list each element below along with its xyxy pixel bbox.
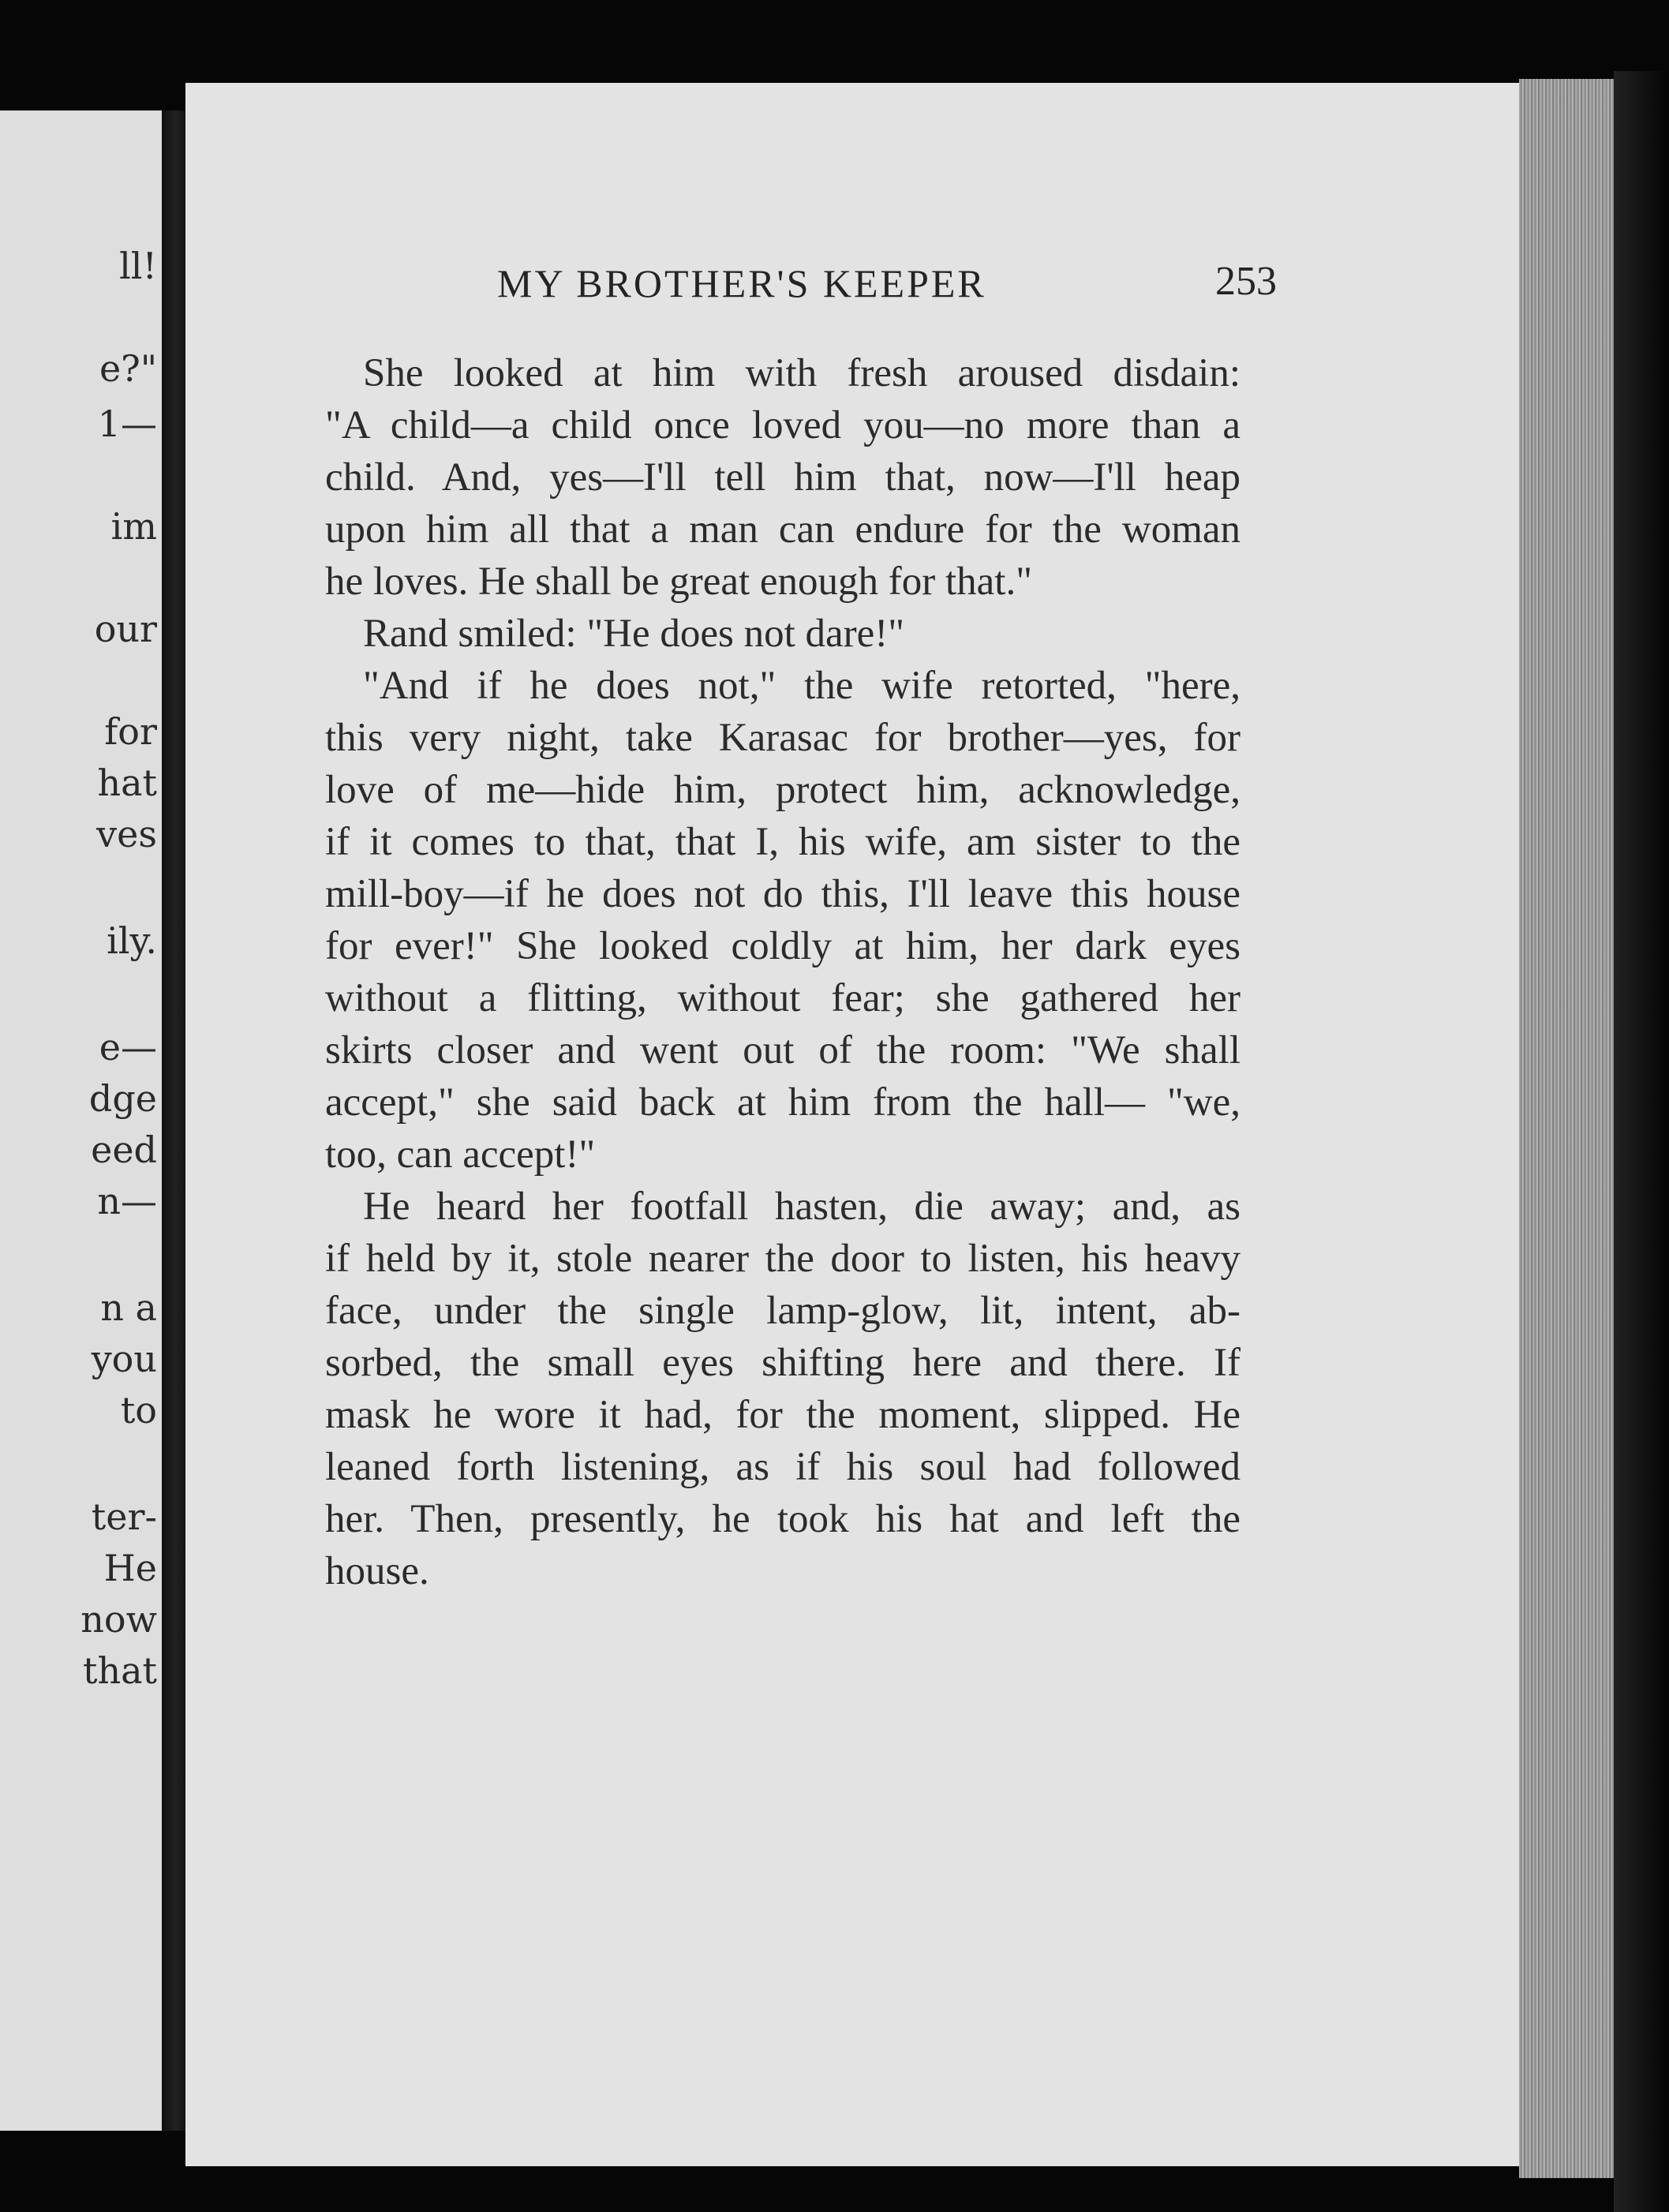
text-line: love of me—hide him, protect him, acknowledge, <box>325 768 1241 812</box>
left-page-fragment: e— <box>99 1026 157 1069</box>
left-page-fragment: ll! <box>119 245 157 287</box>
text-line: too, can accept!" <box>325 1132 596 1177</box>
page-edges <box>1519 79 1614 2178</box>
text-line: face, under the single lamp-glow, lit, intent, ab- <box>325 1289 1241 1333</box>
text-line: for ever!" She looked coldly at him, her dark eyes <box>325 924 1241 968</box>
text-line: mill-boy—if he does not do this, I'll leave this house <box>325 872 1241 916</box>
left-page-fragment: dge <box>88 1077 157 1120</box>
left-page-fragment: e?" <box>99 347 157 390</box>
text-line: "And if he does not," the wife retorted, "here, <box>363 664 1241 708</box>
text-line: without a flitting, without fear; she gathered her <box>325 976 1241 1020</box>
text-line: She looked at him with fresh aroused disdain: <box>363 351 1241 395</box>
left-page-fragment: eed <box>91 1128 157 1171</box>
left-page-fragment: im <box>110 505 157 548</box>
body-text <box>325 347 1241 1597</box>
text-line: he loves. He shall be great enough for that." <box>325 560 1033 604</box>
text-line: sorbed, the small eyes shifting here and there. If <box>325 1341 1241 1385</box>
page-edges-shadow <box>1614 71 1669 2212</box>
text-line: accept," she said back at him from the hall— "we, <box>325 1080 1241 1125</box>
left-page-fragment: for <box>104 710 157 753</box>
text-line: house. <box>325 1549 429 1593</box>
text-line: child. And, yes—I'll tell him that, now—I'll heap <box>325 455 1241 500</box>
left-page-fragment: He <box>103 1547 157 1589</box>
left-page-fragment: hat <box>97 762 157 804</box>
text-line: this very night, take Karasac for brother—yes, for <box>325 716 1241 760</box>
left-page-fragment: n a <box>100 1286 157 1329</box>
book-gutter <box>162 110 185 2131</box>
left-page-fragment: 1— <box>97 402 157 445</box>
text-line: if held by it, stole nearer the door to listen, his heavy <box>325 1237 1241 1281</box>
left-page-fragment: that <box>82 1649 157 1692</box>
text-line: upon him all that a man can endure for the woman <box>325 507 1241 552</box>
left-page-fragment: you <box>91 1338 157 1380</box>
left-page-fragment: ves <box>96 813 157 855</box>
text-line: "A child—a child once loved you—no more than a <box>325 403 1241 447</box>
left-page <box>0 110 162 2131</box>
left-page-fragment: ter- <box>91 1495 157 1538</box>
text-line: He heard her footfall hasten, die away; and, as <box>363 1185 1241 1229</box>
page-number: 253 <box>1215 259 1277 304</box>
right-page <box>185 83 1519 2166</box>
text-line: her. Then, presently, he took his hat and left the <box>325 1497 1241 1541</box>
text-line: if it comes to that, that I, his wife, am sister to the <box>325 820 1241 864</box>
left-page-fragment: ily. <box>107 919 157 962</box>
text-line: mask he wore it had, for the moment, slipped. He <box>325 1393 1241 1437</box>
text-line: leaned forth listening, as if his soul had followed <box>325 1445 1241 1489</box>
left-page-fragment: our <box>94 608 157 650</box>
text-line: Rand smiled: "He does not dare!" <box>363 612 905 656</box>
left-page-fragment: to <box>120 1389 157 1432</box>
running-head: MY BROTHER'S KEEPER <box>497 261 986 305</box>
left-page-fragment: n— <box>97 1180 157 1222</box>
left-page-fragment: now <box>80 1598 157 1641</box>
text-line: skirts closer and went out of the room: "We shall <box>325 1028 1241 1072</box>
